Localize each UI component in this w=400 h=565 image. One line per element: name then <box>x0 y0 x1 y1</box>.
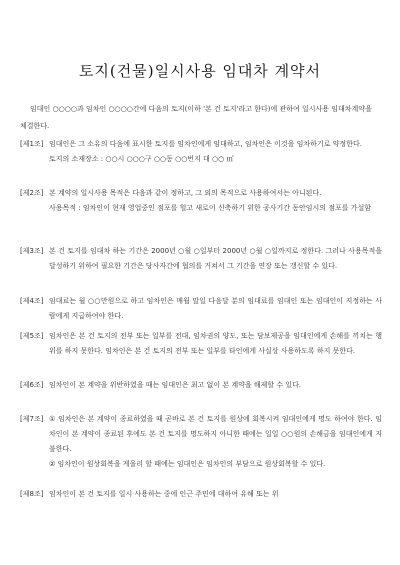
article-3 <box>20 244 382 274</box>
article-number: [제3조] <box>20 247 44 255</box>
article-1 <box>20 137 382 167</box>
article-number: [제4조] <box>20 297 44 305</box>
article-text: 임차인은 본 건 토지의 전부 또는 일부를 전대, 임차권의 양도, 또는 담보제공을 임대인에게 손해를 끼치는 행위를 하지 못한다. 임차인은 본 건 토지의 전부 또는 일부를 타인에게 사실상 사용하도록 하지 못한다. <box>49 332 382 355</box>
article-number: [제7조] <box>20 415 44 423</box>
document-title: 토지(건물)일시사용 임대차 계약서 <box>78 62 322 80</box>
article-extra: ② 임차인이 원상회복을 게을리 할 때에는 임대인은 임차인의 부담으로 원상회복할 수 있다. <box>49 460 326 468</box>
intro-paragraph: 임대인 ○○○○과 임차인 ○○○○간에 다음의 토지(이하 '본 건 토지'라고 한다)에 관하여 일시사용 임대차계약을 체결한다. <box>20 105 372 130</box>
article-text: 임대인은 그 소유의 다음에 표시한 토지를 임차인에게 임대하고, 임차인은 이것을 임차하기로 약정한다. <box>49 140 362 148</box>
article-text: 임차인이 본 건 토지를 일시 사용하는 중에 인근 주민에 대하여 유해 또는 위 <box>49 490 279 498</box>
article-number: [제8조] <box>20 490 44 498</box>
article-text: 본 계약의 일시사용 목적은 다음과 같이 정하고, 그 외의 목적으로 사용하여서는 아니된다. <box>49 189 322 197</box>
article-number: [제6조] <box>20 381 44 389</box>
article-4 <box>20 294 382 324</box>
article-2 <box>20 186 382 216</box>
article-text: ① 임차인은 본 계약이 종료하였을 때 곧바로 본 건 토지를 원상에 회복시켜 임대인에게 명도 하여야 한다. 임차인이 본 계약이 종료된 후에도 본 건 토지를 명도하지 아니한 때에는 일일 ○○원의 손해금을 임대인에게 지불한다. <box>49 415 382 453</box>
article-number: [제2조] <box>20 189 44 197</box>
article-7 <box>20 412 382 472</box>
article-text: 임차인이 본 계약을 위반하였을 때는 임대인은 최고 없이 본 계약을 해제할 수 있다. <box>49 381 302 389</box>
article-8 <box>20 487 382 502</box>
article-6 <box>20 378 382 393</box>
article-number: [제5조] <box>20 332 44 340</box>
article-text: 본 건 토지를 임대차 하는 기간은 2000년 ○월 ○일부터 2000년 ○월 ○일까지로 정한다. 그러나 사용목적을 달성하기 위하여 필요한 기간은 당사자간에 협의를 거쳐서 그 기간을 연장 또는 갱신할 수 있다. <box>49 247 382 270</box>
article-5 <box>20 329 382 359</box>
article-extra: 사용목적 : 임차인이 현재 영업중인 점포를 헐고 새로이 신축하기 위한 공사기간 동안임시의 점포를 가설함 <box>49 204 372 212</box>
article-text: 임대료는 월 ○○만원으로 하고 임차인은 매월 말일 다음달 분의 임대료를 임대인 또는 임대인이 지정하는 사람에게 지급하여야 한다. <box>49 297 382 320</box>
article-extra: 토지의 소재장소 : ○○시 ○○○구 ○○동 ○○번지 대 ○○ ㎡ <box>49 155 234 163</box>
article-number: [제1조] <box>20 140 44 148</box>
